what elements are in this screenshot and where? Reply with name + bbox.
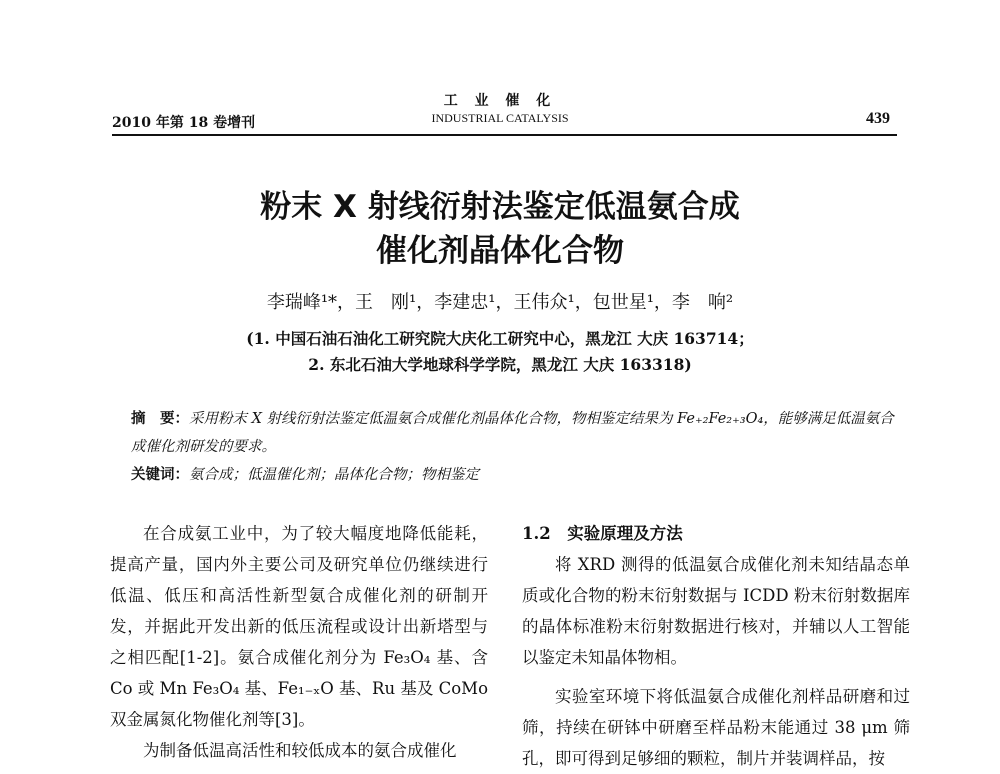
abstract-label: 摘 要： bbox=[131, 410, 189, 427]
affiliations bbox=[100, 326, 900, 378]
left-column bbox=[110, 518, 488, 766]
title-line-1: 粉末 X 射线衍射法鉴定低温氨合成 bbox=[260, 189, 740, 225]
abstract bbox=[131, 405, 901, 461]
journal-header bbox=[380, 93, 620, 127]
header-rule bbox=[112, 134, 897, 136]
author-list: 李瑞峰¹*，王 刚¹，李建忠¹，王伟众¹，包世星¹，李 响² bbox=[266, 292, 734, 313]
journal-name-en: INDUSTRIAL CATALYSIS bbox=[431, 111, 569, 125]
body-paragraph: 为制备低温高活性和较低成本的氨合成催化 bbox=[143, 741, 457, 760]
title-line-2: 催化剂晶体化合物 bbox=[376, 233, 624, 269]
keywords-label: 关键词： bbox=[131, 466, 189, 483]
keywords bbox=[131, 461, 901, 489]
page-number: 439 bbox=[866, 110, 890, 127]
article-title bbox=[100, 185, 900, 273]
journal-name-cn: 工 业 催 化 bbox=[443, 93, 557, 109]
abstract-text: 采用粉末 X 射线衍射法鉴定低温氨合成催化剂晶体化合物，物相鉴定结果为 Fe₊₂Fe₂₊₃O₄，能够满足低温氨合成催化剂研发的要求。 bbox=[131, 411, 894, 455]
body-paragraph: 在合成氨工业中，为了较大幅度地降低能耗，提高产量，国内外主要公司及研究单位仍继续进行低温、低压和高活性新型氨合成催化剂的研制开发，并据此开发出新的低压流程或设计出新塔型与之相匹配[1-2]。氨合成催化剂分为 Fe₃O₄ 基、含 Co 或 Mn Fe₃O₄ 基、Fe₁₋ₓO 基、Ru 基及 CoMo 双金属氮化物催化剂等[3]。 bbox=[110, 524, 488, 729]
section-heading: 1.2 实验原理及方法 bbox=[522, 524, 683, 543]
body-paragraph: 实验室环境下将低温氨合成催化剂样品研磨和过筛，持续在研钵中研磨至样品粉末能通过 38 μm 筛孔，即可得到足够细的颗粒，制片并装调样品，按 bbox=[522, 687, 910, 768]
keywords-text: 氨合成；低温催化剂；晶体化合物；物相鉴定 bbox=[189, 467, 479, 483]
body-paragraph: 将 XRD 测得的低温氨合成催化剂未知结晶态单质或化合物的粉末衍射数据与 ICDD 粉末衍射数据库的晶体标准粉末衍射数据进行核对，并辅以人工智能以鉴定未知晶体物相。 bbox=[522, 555, 910, 667]
right-column bbox=[522, 518, 910, 774]
abstract-block bbox=[131, 405, 901, 489]
affiliation-2: 2. 东北石油大学地球科学学院，黑龙江 大庆 163318) bbox=[308, 355, 692, 374]
affiliation-1: (1. 中国石油石油化工研究院大庆化工研究中心，黑龙江 大庆 163714； bbox=[246, 329, 754, 348]
issue-info: 2010 年第 18 卷增刊 bbox=[112, 115, 256, 131]
